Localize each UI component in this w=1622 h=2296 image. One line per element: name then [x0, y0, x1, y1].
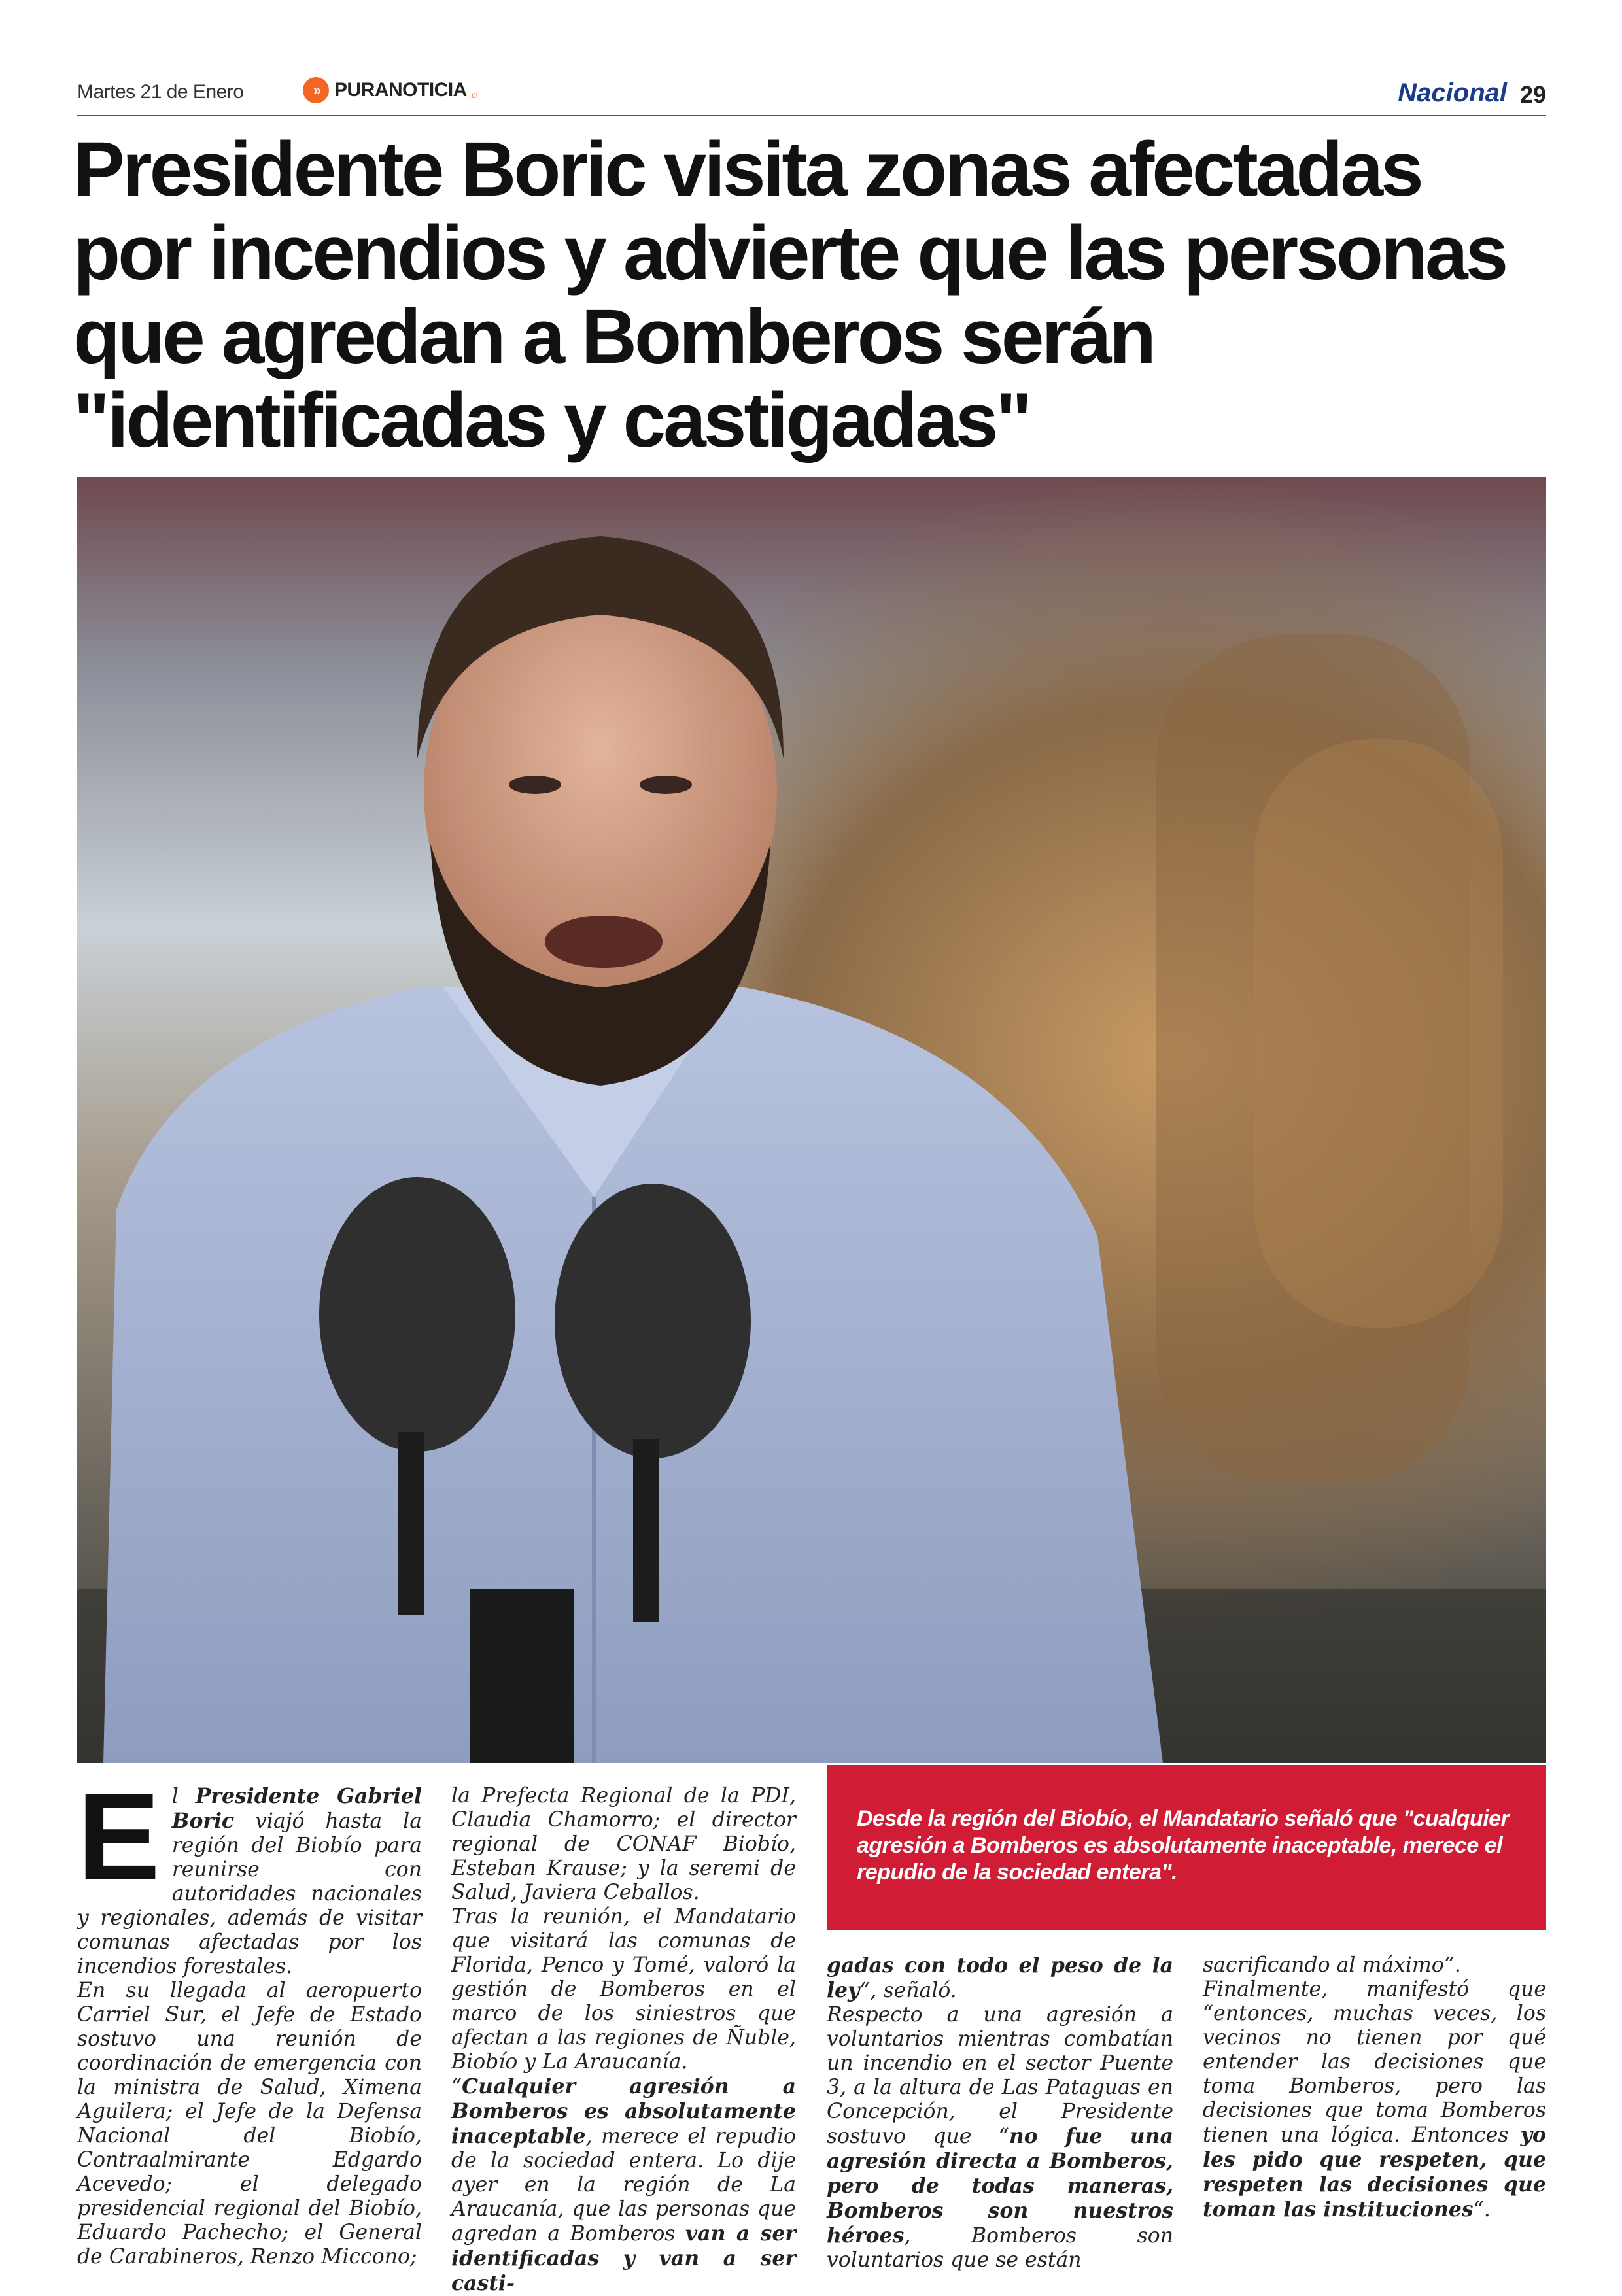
- logo-suffix: .cl: [468, 90, 478, 100]
- text-run: Finalmente, manifestó que “entonces, muchas veces, los vecinos no tienen por qué entender las decisiones que toma Bomberos, pero las decisiones que toma Bomberos tienen una lógica. Entonces: [1203, 1978, 1546, 2147]
- article-paragraph: [827, 2003, 1173, 2272]
- page-header: [77, 77, 1546, 115]
- bold-run: Presidente Gabriel Boric: [171, 1784, 422, 1833]
- text-run: “.: [1473, 2198, 1491, 2221]
- text-run: , Bomberos son voluntarios que se están: [827, 2224, 1173, 2272]
- text-run: Respecto a una agresión a voluntarios mientras combatían un incendio en el sector Puente 3, a la altura de Las Pataguas en Concepción, el Presidente sostuvo que “: [827, 2003, 1173, 2148]
- article-column-2: [451, 1784, 796, 2296]
- page-number: 29: [1519, 81, 1546, 108]
- article-paragraph: [1203, 1978, 1546, 2222]
- bold-run: Cualquier agresión a Bomberos es absolutamente inaceptable: [451, 2074, 796, 2148]
- bold-run: gadas con todo el peso de la ley: [827, 1953, 1173, 2002]
- bold-run: van a ser identificadas y van a ser casti-: [451, 2221, 796, 2295]
- text-run: “, señaló.: [859, 1979, 957, 2002]
- article-paragraph: Tras la reunión, el Mandatario que visitará las comunas de Florida, Penco y Tomé, valoró la gestión de Bomberos en el marco de los siniestros que afectan a las regiones de Ñuble, Biobío y La Araucanía.: [451, 1905, 796, 2074]
- article-column-3: [827, 1953, 1173, 2272]
- article-paragraph: En su llegada al aeropuerto Carriel Sur, el Jefe de Estado sostuvo una reunión de coordinación de emergencia con la ministra de Salud, Ximena Aguilera; el Jefe de la Defensa Nacional del Biobío, Contraalmirante Edgardo Acevedo; el delegado presidencial regional del Biobío, Eduardo Pachecho; el General de Carabineros, Renzo Miccono;: [77, 1979, 422, 2269]
- article-column-4: [1203, 1953, 1546, 2222]
- article-paragraph: la Prefecta Regional de la PDI, Claudia Chamorro; el director regional de CONAF Biobío, Esteban Krause; y la seremi de Salud, Javiera Ceballos.: [451, 1784, 796, 1904]
- puranoticia-logo: [303, 77, 478, 103]
- article-column-1: [77, 1768, 422, 2269]
- article-paragraph: sacrificando al máximo“.: [1203, 1953, 1461, 1977]
- header-rule: [77, 115, 1546, 116]
- dropcap: E: [77, 1768, 160, 1906]
- logo-text: PURANOTICIA: [334, 79, 467, 101]
- issue-date: Martes 21 de Enero: [77, 81, 244, 103]
- text-run: , merece el repudio de la sociedad entera. Lo dije ayer en la región de La Araucanía, que las personas que agredan a Bomberos: [451, 2125, 796, 2246]
- article-paragraph: [827, 1953, 1173, 2003]
- headline: Presidente Boric visita zonas afectadas por incendios y advierte que las personas que agredan a Bomberos serán "identificadas y castigadas": [73, 126, 1506, 464]
- pull-quote-text: Desde la región del Biobío, el Mandatario señaló que "cualquier agresión a Bomberos es absolutamente inaceptable, merece el repudio de la sociedad entera".: [857, 1806, 1510, 1885]
- text-run: “: [451, 2075, 462, 2099]
- article-paragraph: [451, 2074, 796, 2296]
- article-photo: [77, 477, 1546, 1763]
- section-name: Nacional: [1398, 78, 1507, 107]
- bold-run: yo les pido que respeten, que respeten las decisiones que toman las instituciones: [1203, 2123, 1546, 2221]
- logo-chevron-icon: »: [303, 77, 329, 103]
- pull-quote-box: [827, 1765, 1546, 1930]
- bold-run: no fue una agresión directa a Bomberos, pero de todas maneras, Bomberos son nuestros héroes: [827, 2124, 1173, 2248]
- text-run: viajó hasta la región del Biobío para reunirse con autoridades nacionales y regionales, además de visitar comunas afectadas por los incendios forestales.: [77, 1809, 422, 1978]
- text-run: l: [171, 1785, 196, 1808]
